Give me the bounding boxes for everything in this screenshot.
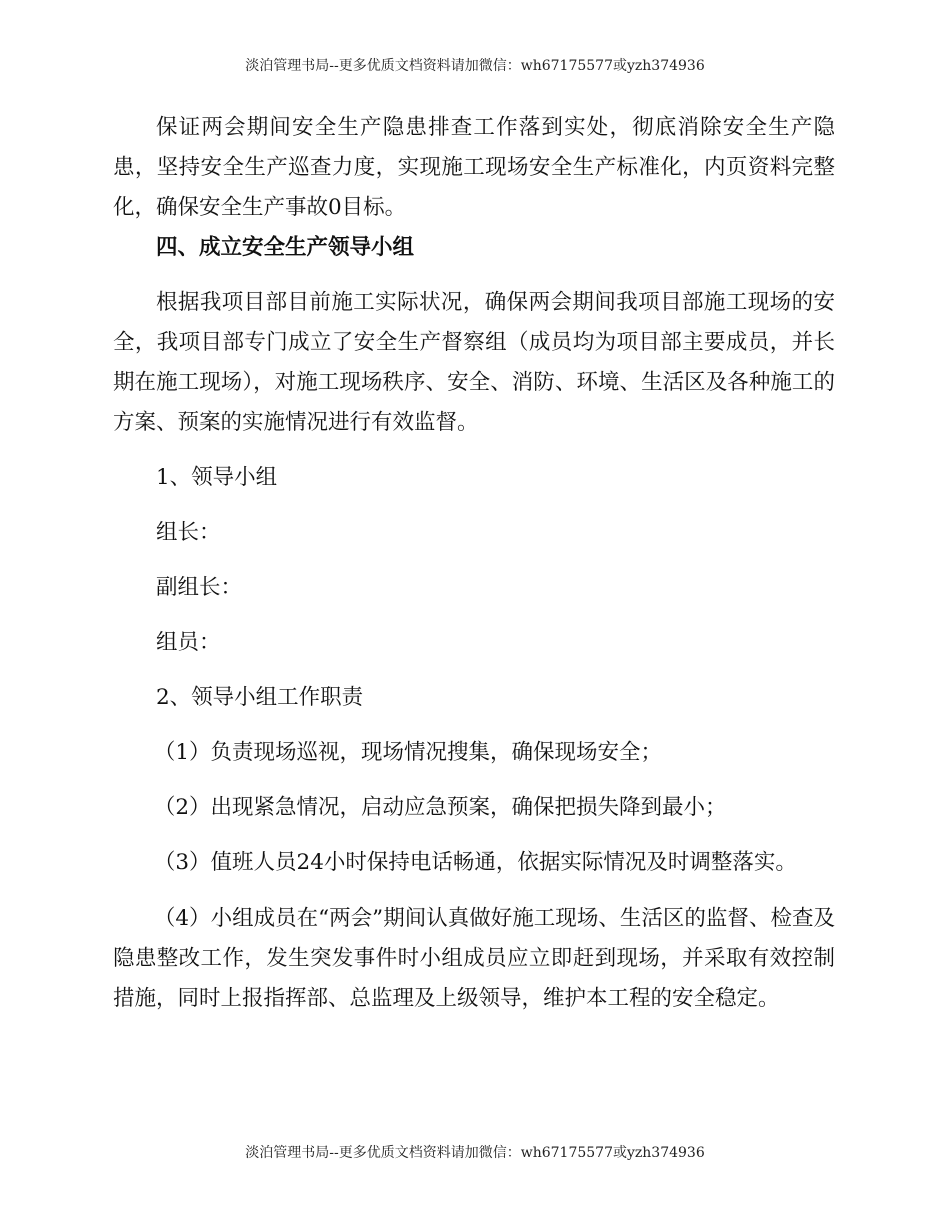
group-leader-line: 组长： xyxy=(156,520,221,545)
page-footer-watermark: 淡泊管理书局--更多优质文档资料请加微信：wh67175577或yzh374936 xyxy=(245,1145,705,1161)
section-heading: 四、成立安全生产领导小组 xyxy=(156,235,415,260)
duty-item-1: （1）负责现场巡视，现场情况搜集，确保现场安全； xyxy=(153,740,663,765)
page-header-watermark: 淡泊管理书局--更多优质文档资料请加微信：wh67175577或yzh374936 xyxy=(245,58,705,74)
subsection-title-leadership-group: 1、领导小组 xyxy=(156,465,278,490)
paragraph-intro: 根据我项目部目前施工实际状况，确保两会期间我项目部施工现场的安全，我项目部专门成立了安全生产督察组（成员均为项目部主要成员，并长期在施工现场），对施工现场秩序、安全、消防、环境、生活区及各种施工的方案、预案的实施情况进行有效监督。 xyxy=(113,290,835,435)
duty-item-2: （2）出现紧急情况，启动应急预案，确保把损失降到最小； xyxy=(153,795,727,820)
document-body xyxy=(113,108,835,1019)
duty-item-3: （3）值班人员24小时保持电话畅通，依据实际情况及时调整落实。 xyxy=(153,850,797,875)
duty-item-4: （4）小组成员在“两会”期间认真做好施工现场、生活区的监督、检查及隐患整改工作，发生突发事件时小组成员应立即赶到现场，并采取有效控制措施，同时上报指挥部、总监理及上级领导，维护本工程的安全稳定。 xyxy=(113,906,835,1011)
subsection-title-duties: 2、领导小组工作职责 xyxy=(156,685,364,710)
paragraph-goal: 保证两会期间安全生产隐患排查工作落到实处，彻底消除安全生产隐患，坚持安全生产巡查力度，实现施工现场安全生产标准化，内页资料完整化，确保安全生产事故0目标。 xyxy=(113,115,835,220)
group-members-line: 组员： xyxy=(156,630,221,655)
deputy-leader-line: 副组长： xyxy=(156,575,243,600)
